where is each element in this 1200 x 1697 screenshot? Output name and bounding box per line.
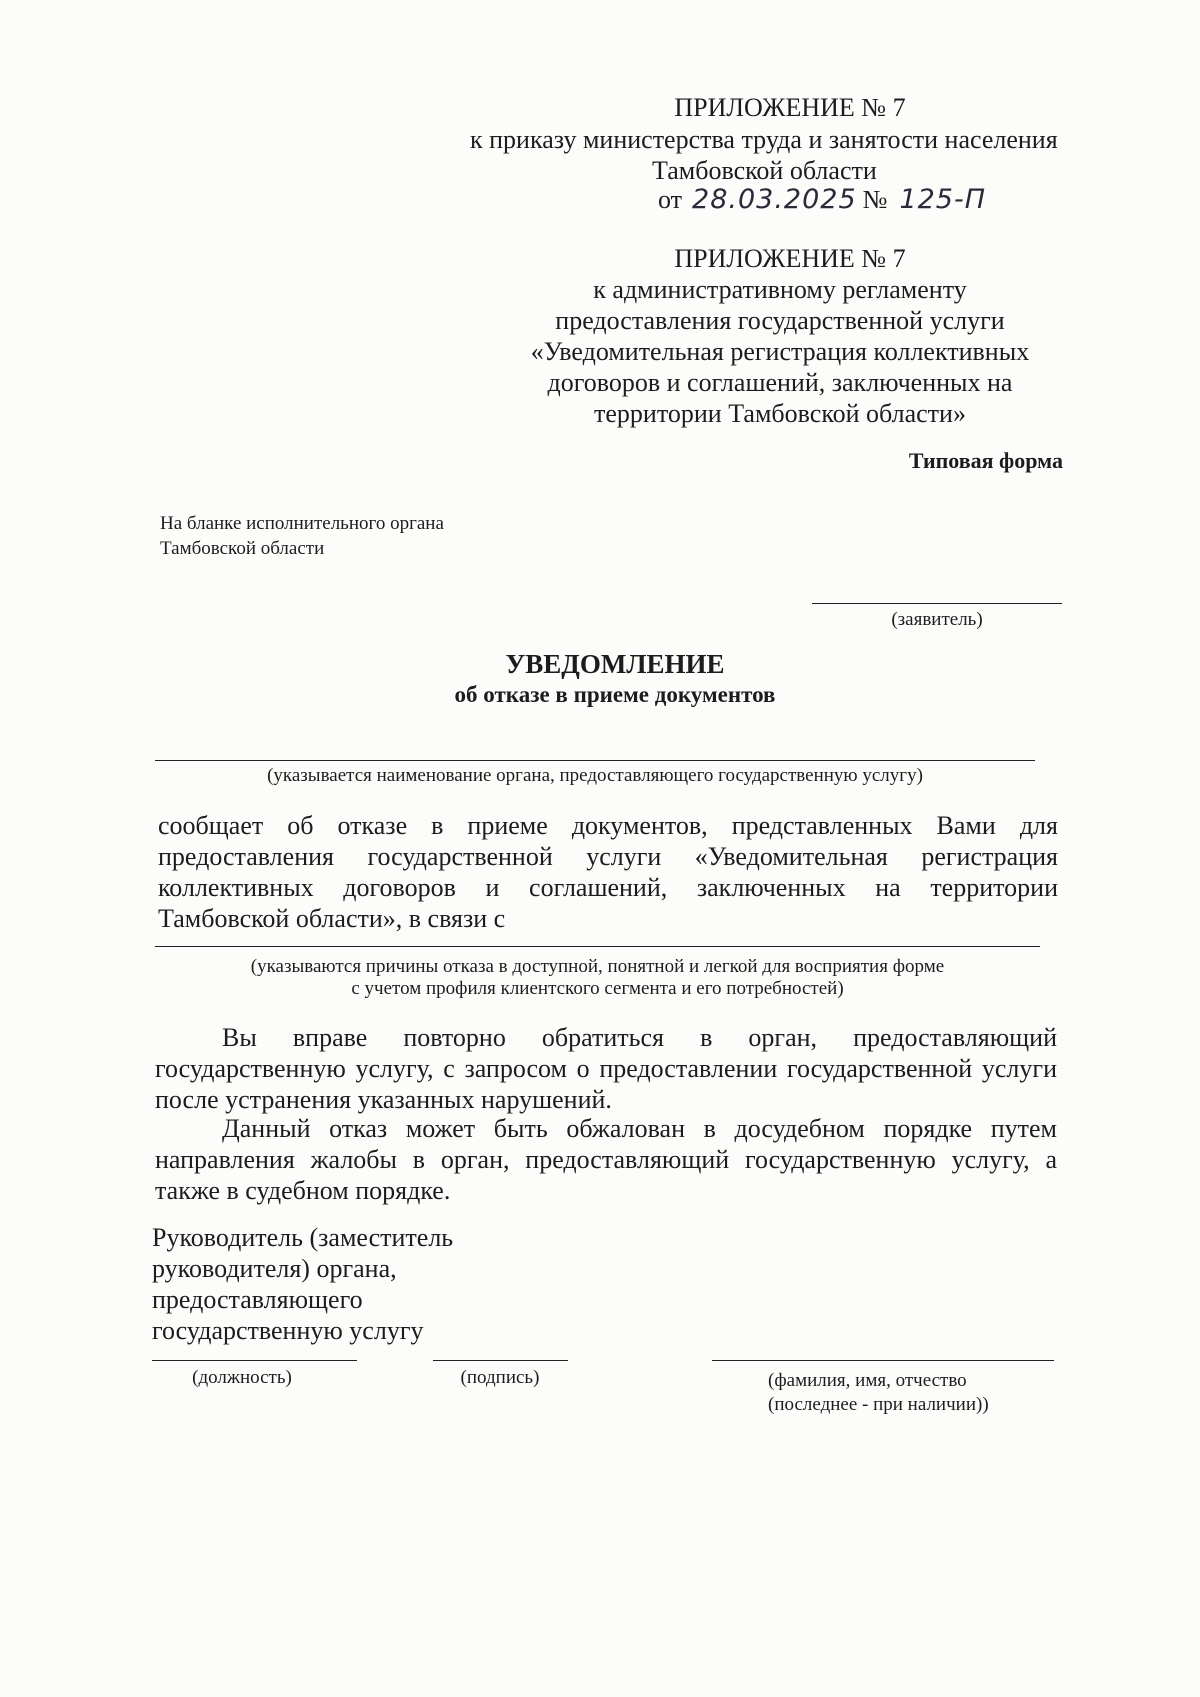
body1-line-1: сообщает об отказе в приеме документов, представленных Вами для bbox=[158, 811, 1058, 840]
number-sign: № bbox=[862, 185, 888, 214]
regulation-line-5: территории Тамбовской области» bbox=[594, 399, 966, 428]
reasons-caption-line-1: (указываются причины отказа в доступной, понятной и легкой для восприятия форме bbox=[250, 956, 945, 977]
body1-line-4: Тамбовской области», в связи с bbox=[158, 904, 506, 933]
signatory-line-2: руководителя) органа, bbox=[152, 1254, 397, 1283]
reasons-blank-line bbox=[155, 946, 1040, 947]
para3-line-3: также в судебном порядке. bbox=[155, 1176, 451, 1205]
full-name-blank-line bbox=[712, 1360, 1054, 1361]
notice-subtitle: об отказе в приеме документов bbox=[454, 682, 776, 707]
date-prefix: от bbox=[658, 185, 683, 214]
regulation-line-4: договоров и соглашений, заключенных на bbox=[547, 368, 1013, 397]
handwritten-number: 125-П bbox=[899, 184, 987, 215]
body1-line-3: коллективных договоров и соглашений, заключенных на территории bbox=[158, 873, 1058, 902]
full-name-caption-line-1: (фамилия, имя, отчество bbox=[768, 1370, 967, 1391]
signature-blank-line bbox=[433, 1360, 568, 1361]
order-date-line bbox=[658, 184, 986, 215]
position-blank-line bbox=[152, 1360, 357, 1361]
signatory-line-3: предоставляющего bbox=[152, 1285, 363, 1314]
body1-line-2: предоставления государственной услуги «Уведомительная регистрация bbox=[158, 842, 1058, 871]
para3-line-2: направления жалобы в орган, предоставляющий государственную услугу, а bbox=[155, 1145, 1057, 1174]
regulation-line-2: предоставления государственной услуги bbox=[555, 306, 1005, 335]
form-type-label: Типовая форма bbox=[908, 448, 1063, 473]
applicant-blank-line bbox=[812, 603, 1062, 604]
reasons-caption-line-2: с учетом профиля клиентского сегмента и его потребностей) bbox=[351, 978, 844, 999]
para3-line-1: Данный отказ может быть обжалован в досудебном порядке путем bbox=[222, 1114, 1057, 1143]
signatory-line-1: Руководитель (заместитель bbox=[152, 1223, 454, 1252]
appendix-title-order: ПРИЛОЖЕНИЕ № 7 bbox=[674, 93, 906, 122]
order-reference-line: к приказу министерства труда и занятости населения bbox=[470, 125, 1058, 154]
letterhead-line-1: На бланке исполнительного органа bbox=[160, 513, 444, 534]
handwritten-date: 28.03.2025 bbox=[692, 184, 857, 215]
appendix-title-regulation: ПРИЛОЖЕНИЕ № 7 bbox=[674, 244, 906, 273]
full-name-caption-line-2: (последнее - при наличии)) bbox=[768, 1394, 989, 1415]
letterhead-line-2: Тамбовской области bbox=[160, 538, 325, 559]
applicant-caption: (заявитель) bbox=[891, 609, 983, 630]
order-region-line: Тамбовской области bbox=[652, 156, 877, 185]
position-caption: (должность) bbox=[192, 1367, 292, 1388]
signature-caption: (подпись) bbox=[460, 1367, 540, 1388]
regulation-line-1: к административному регламенту bbox=[593, 275, 967, 304]
signatory-line-4: государственную услугу bbox=[152, 1316, 424, 1345]
organ-name-caption: (указывается наименование органа, предоставляющего государственную услугу) bbox=[267, 765, 923, 786]
regulation-line-3: «Уведомительная регистрация коллективных bbox=[530, 337, 1030, 366]
notice-title: УВЕДОМЛЕНИЕ bbox=[505, 649, 725, 679]
organ-name-blank-line bbox=[155, 760, 1035, 761]
para2-line-3: после устранения указанных нарушений. bbox=[155, 1085, 612, 1114]
para2-line-1: Вы вправе повторно обратиться в орган, предоставляющий bbox=[222, 1023, 1057, 1052]
para2-line-2: государственную услугу, с запросом о предоставлении государственной услуги bbox=[155, 1054, 1057, 1083]
